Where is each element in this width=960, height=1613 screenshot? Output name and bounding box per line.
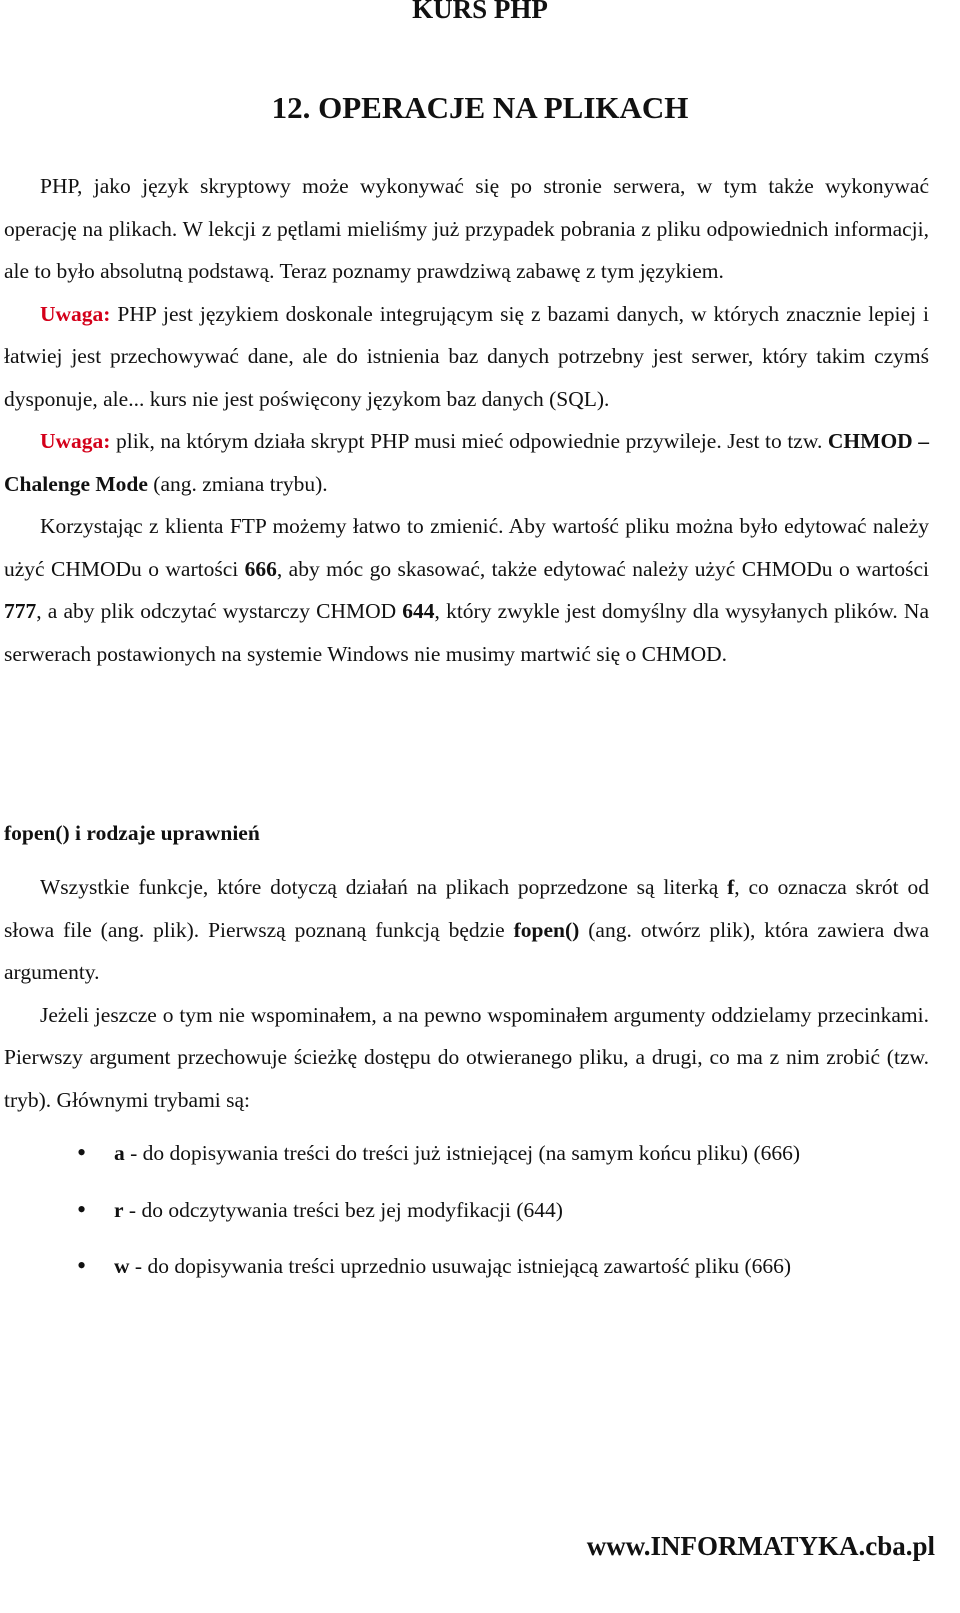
note-paragraph-chmod (4, 420, 929, 505)
mode-letter: a (114, 1141, 125, 1165)
bullet-icon: • (77, 1194, 87, 1224)
fopen-paragraph (4, 866, 929, 994)
note-text: PHP jest językiem doskonale integrującym się z bazami danych, w których znacznie lepiej i łatwiej jest przechowywać dane, ale do istnienia baz danych potrzebny jest serwer, który takim czymś dysponuje, ale... kurs nie jest poświęcony językom baz danych (SQL). (4, 301, 929, 411)
mode-item-text (114, 1189, 563, 1231)
chmod-term: CHMOD – Chalenge Mode (4, 429, 930, 496)
mode-letter: w (114, 1254, 130, 1278)
note-paragraph-database (4, 293, 929, 421)
note-label: Uwaga: (40, 301, 111, 326)
mode-item-text (114, 1132, 800, 1174)
list-item (0, 1189, 930, 1246)
chapter-title: 12. OPERACJE NA PLIKACH (271, 90, 689, 125)
file-modes-list (0, 1132, 930, 1302)
mode-item-text (114, 1245, 791, 1287)
list-item (0, 1132, 930, 1189)
chmod-values-paragraph (4, 505, 929, 675)
mode-description: - do dopisywania treści do treści już istniejącej (na samym końcu pliku) (666) (124, 1141, 801, 1165)
mode-letter: r (114, 1197, 124, 1222)
chmod-value: 666 (244, 556, 277, 581)
note-text: plik, na którym działa skrypt PHP musi mieć odpowiednie przywileje. Jest to tzw. (110, 429, 828, 453)
function-name: fopen() (513, 917, 580, 942)
section-heading: fopen() i rodzaje uprawnień (4, 821, 260, 845)
bullet-icon: • (77, 1251, 87, 1280)
prefix-letter: f (727, 875, 735, 899)
paragraph-text: , co oznacza skrót od słowa file (ang. plik). Pierwszą poznaną funkcją będzie (4, 875, 929, 942)
intro-paragraph: PHP, jako język skryptowy może wykonywać się po stronie serwera, w tym także wykonywać operację na plikach. W lekcji z pętlami mieliśmy już przypadek pobrania z pliku odpowiednich informacji, ale to było absolutną podstawą. Teraz poznamy prawdziwą zabawę z tym językiem. (4, 174, 929, 283)
intro-section (4, 165, 929, 675)
footer-url: www.INFORMATYKA.cba.pl (586, 1531, 935, 1561)
fopen-section (4, 866, 929, 1121)
paragraph-text: , a aby plik odczytać wystarczy CHMOD (36, 599, 403, 623)
running-header: KURS PHP (412, 0, 548, 24)
note-text: (ang. zmiana trybu). (147, 471, 328, 496)
chmod-value: 777 (4, 599, 37, 623)
mode-description: - do dopisywania treści uprzednio usuwając istniejącą zawartość pliku (666) (129, 1254, 792, 1278)
list-item (0, 1245, 930, 1302)
note-label: Uwaga: (40, 429, 111, 453)
mode-description: - do odczytywania treści bez jej modyfikacji (644) (123, 1197, 563, 1222)
paragraph-text: , który zwykle jest domyślny dla wysyłanych plików. Na serwerach postawionych na systemie Windows nie musimy martwić się o CHMOD. (4, 599, 929, 666)
chmod-value: 644 (402, 599, 435, 623)
paragraph-text: , aby móc go skasować, także edytować należy użyć CHMODu o wartości (276, 556, 929, 581)
arguments-paragraph: Jeżeli jeszcze o tym nie wspominałem, a na pewno wspominałem argumenty oddzielamy przecinkami. Pierwszy argument przechowuje ścieżkę dostępu do otwieranego pliku, a drugi, co ma z nim zrobić (tzw. tryb). Głównymi trybami są: (4, 1002, 929, 1112)
paragraph-text: (ang. otwórz plik), która zawiera dwa argumenty. (4, 917, 929, 984)
paragraph-text: Korzystając z klienta FTP możemy łatwo to zmienić. Aby wartość pliku można było edytować należy użyć CHMODu o wartości (4, 514, 929, 581)
bullet-icon: • (77, 1138, 87, 1167)
paragraph-text: Wszystkie funkcje, które dotyczą działań na plikach poprzedzone są literką (40, 875, 728, 899)
